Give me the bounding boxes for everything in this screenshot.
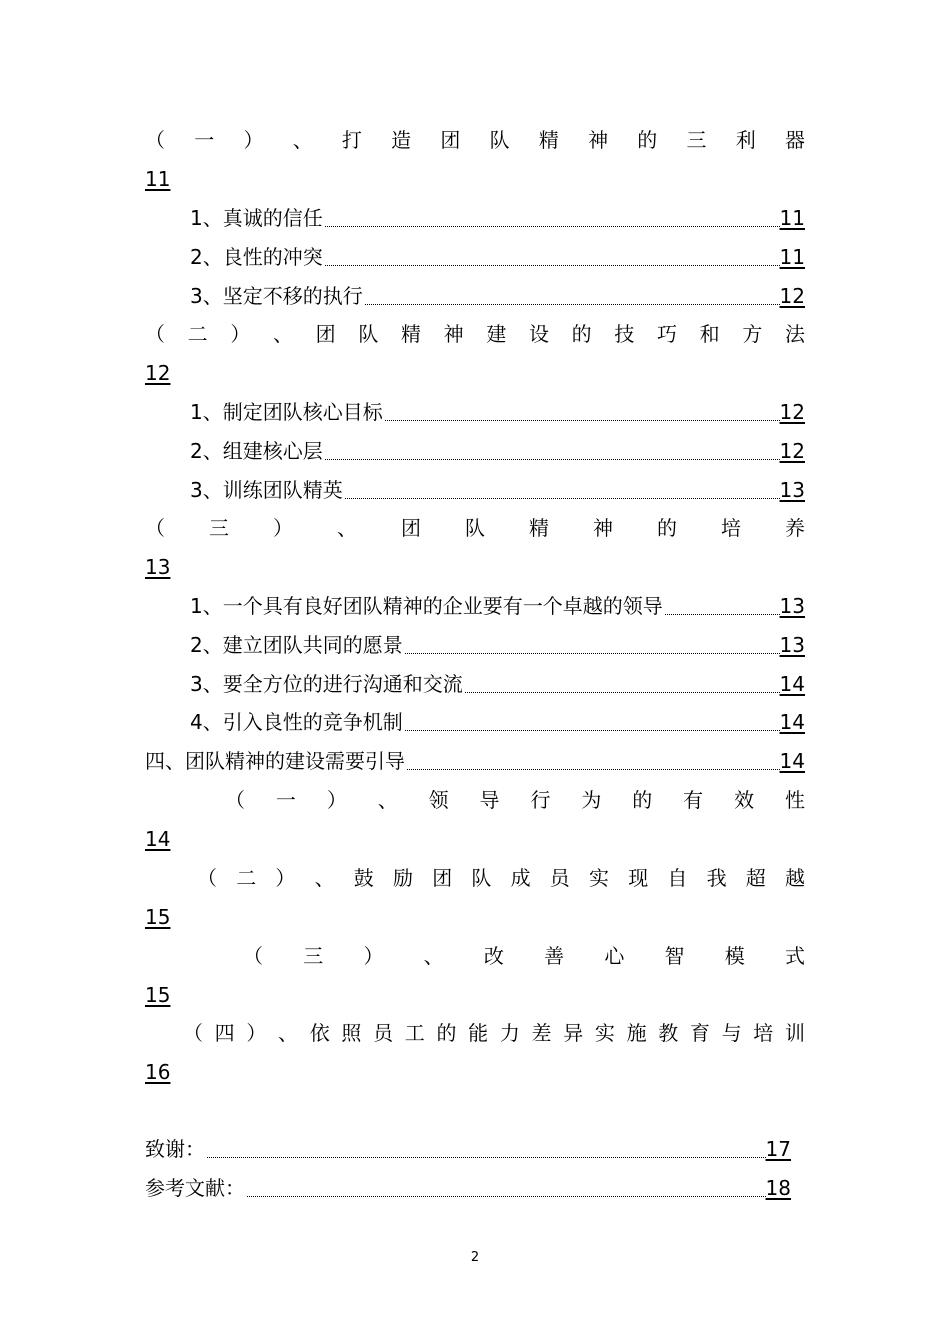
toc-page-number: 15 [145,905,171,929]
toc-page-number: 11 [145,167,171,191]
toc-page-number: 12 [145,361,171,385]
toc-page-number: 14 [779,710,805,734]
toc-item[interactable] [145,203,805,233]
toc-chapter[interactable] [145,746,805,776]
leader-dots [345,497,780,499]
leader-dots [405,729,780,731]
toc-page-number: 16 [145,1060,171,1084]
toc-item[interactable] [145,630,805,660]
leader-dots [247,1195,766,1197]
toc-item[interactable] [145,281,805,311]
toc-page-number: 13 [145,555,171,579]
toc-item[interactable] [145,669,805,699]
toc-page-number: 12 [779,400,805,424]
toc-heading-1[interactable] [145,125,805,155]
leader-dots [407,768,780,770]
toc-page-number: 13 [779,478,805,502]
toc-chapter-text: 四、团队精神的建设需要引导 [145,749,405,773]
toc-heading-text: （ 一 ） 、 打 造 团 队 精 神 的 三 利 器 [145,128,805,152]
leader-dots [365,303,780,305]
leader-dots [465,691,780,693]
toc-page-number: 14 [779,672,805,696]
toc-item-text: 1、制定团队核心目标 [190,400,383,424]
toc-item-text: 致谢： [145,1137,205,1161]
toc-item[interactable] [145,397,805,427]
toc-heading-text: （ 四 ） 、 依 照 员 工 的 能 力 差 异 实 施 教 育 与 培 训 [183,1021,805,1045]
toc-item-text: 1、一个具有良好团队精神的企业要有一个卓越的领导 [190,594,663,618]
toc-page-number: 17 [765,1137,791,1161]
toc-item-text: 2、建立团队共同的愿景 [190,633,403,657]
toc-heading-text: （ 一 ） 、 领 导 行 为 的 有 效 性 [225,788,805,812]
toc-heading-3[interactable] [145,513,805,543]
toc-heading-text: （ 二 ） 、 鼓 励 团 队 成 员 实 现 自 我 超 越 [197,866,805,890]
toc-item-text: 参考文献： [145,1176,245,1200]
toc-heading-4-4[interactable] [183,1018,805,1048]
leader-dots [325,225,780,227]
toc-heading-4-1[interactable] [225,785,805,815]
toc-item[interactable] [145,436,805,466]
leader-dots [325,264,780,266]
toc-item-text: 3、坚定不移的执行 [190,284,363,308]
toc-item-text: 2、组建核心层 [190,439,323,463]
toc-item-text: 1、真诚的信任 [190,206,323,230]
leader-dots [325,458,780,460]
toc-page-number: 12 [779,439,805,463]
toc-item[interactable] [145,591,805,621]
toc-page-number: 18 [765,1176,791,1200]
toc-page-number: 11 [779,206,805,230]
toc-references[interactable] [145,1173,791,1203]
toc-page-number: 15 [145,983,171,1007]
toc-heading-4-3[interactable] [243,941,805,971]
leader-dots [405,652,780,654]
leader-dots [207,1156,766,1158]
toc-page-number: 14 [145,827,171,851]
leader-dots [385,419,780,421]
toc-page-number: 14 [779,749,805,773]
toc-item-text: 2、良性的冲突 [190,245,323,269]
page-number-footer: 2 [470,1250,480,1265]
toc-item[interactable] [145,242,805,272]
toc-heading-text: （ 三 ） 、 团 队 精 神 的 培 养 [145,516,805,540]
toc-item[interactable] [145,707,805,737]
toc-heading-2[interactable] [145,319,805,349]
toc-item-text: 4、引入良性的竞争机制 [190,710,403,734]
toc-page-number: 12 [779,284,805,308]
toc-item[interactable] [145,475,805,505]
toc-heading-text: （ 二 ） 、 团 队 精 神 建 设 的 技 巧 和 方 法 [145,322,805,346]
toc-item-text: 3、要全方位的进行沟通和交流 [190,672,463,696]
toc-acknowledgements[interactable] [145,1134,791,1164]
leader-dots [665,613,780,615]
toc-item-text: 3、训练团队精英 [190,478,343,502]
toc-page-number: 11 [779,245,805,269]
toc-heading-text: （ 三 ） 、 改 善 心 智 模 式 [243,944,805,968]
toc-page-number: 13 [779,633,805,657]
toc-page-number: 13 [779,594,805,618]
toc-heading-4-2[interactable] [197,863,805,893]
